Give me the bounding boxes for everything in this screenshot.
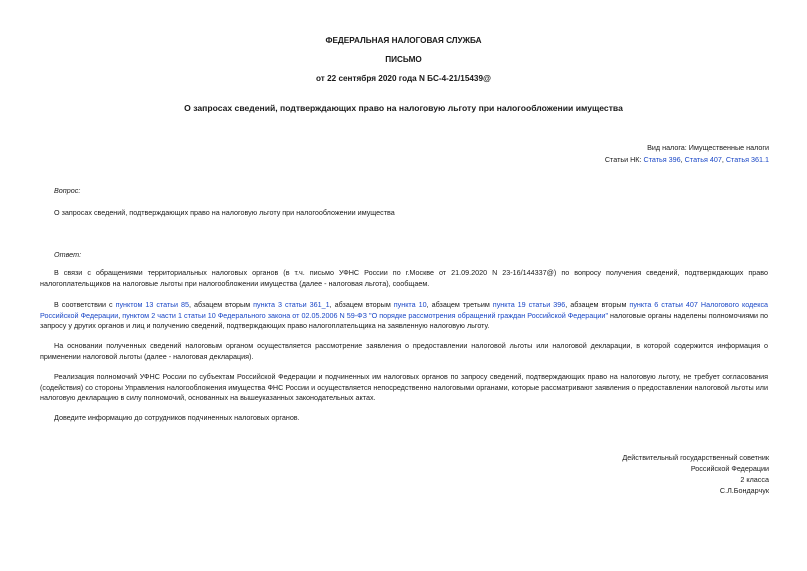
document-date-number: от 22 сентября 2020 года N БС-4-21/15439@: [315, 74, 492, 83]
link-article-361-1[interactable]: Статья 361.1: [725, 155, 769, 164]
link-nk-article-396[interactable]: пункта 19 статьи 396: [492, 300, 566, 309]
answer-paragraph-2: [40, 300, 768, 332]
paragraph-text: , абзацем вторым: [189, 300, 254, 309]
paragraph-text: В соответствии с: [54, 300, 116, 309]
paragraph-text: , абзацем вторым: [329, 300, 394, 309]
signature-title-line-1: Действительный государственный советник: [622, 453, 769, 462]
articles-prefix: Статьи НК:: [604, 155, 644, 164]
document-title: О запросах сведений, подтверждающих право на налоговую льготу при налогообложении имущества: [184, 103, 623, 113]
paragraph-text: налоговые органы наделены полномочиями по запросу у других органов и лиц и получению сведений, подтверждающих право налогоплательщика на заявленную налоговую льготу.: [40, 310, 768, 330]
question-text: О запросах сведений, подтверждающих право на налоговую льготу при налогообложении имущества: [54, 208, 395, 217]
tax-type: Вид налога: Имущественные налоги: [647, 143, 769, 152]
question-label: Вопрос:: [54, 186, 81, 195]
link-article-396[interactable]: Статья 396: [643, 155, 681, 164]
answer-paragraph-1: В связи с обращениями территориальных налоговых органов (в т.ч. письмо УФНС России по г.Москве от 21.09.2020 N 23-16/144337@) по вопросу получения сведений, подтверждающих право налогоплательщиков на налоговые льготы при налогообложении имущества (далее - налоговая льгота), сообщаем.: [40, 268, 768, 288]
document-type: ПИСЬМО: [385, 55, 422, 64]
link-federal-law-59[interactable]: пунктом 2 части 1 статьи 10 Федерального закона от 02.05.2006 N 59-ФЗ "О порядке рассмотрения обращений граждан Российской Федерации": [122, 310, 608, 320]
link-nk-article-85[interactable]: пунктом 13 статьи 85: [115, 300, 189, 309]
link-nk-point-10[interactable]: пункта 10: [393, 300, 427, 309]
signature-title-line-3: 2 класса: [740, 475, 769, 484]
articles-separator: ,: [680, 155, 685, 164]
answer-paragraph-4: Реализация полномочий УФНС России по субъектам Российской Федерации и подчиненных им налоговых органов по запросу сведений, подтверждающих право на налоговую льготу, не требует согласования (содействия) со стороны Управления налогообложения имущества ФНС России и осуществляется непосредственно налоговыми органами, которые рассматривают заявления о предоставлении налоговой льготы или налоговую декларацию в силу полномочий, основанных на вышеуказанных законодательных актах.: [40, 372, 768, 402]
tax-code-articles: [605, 155, 769, 166]
signature-title-line-2: Российской Федерации: [690, 464, 769, 473]
paragraph-text: , абзацем вторым: [565, 300, 630, 309]
answer-paragraph-3: На основании полученных сведений налоговым органом осуществляется рассмотрение заявления о предоставлении налоговой льготы или налоговой декларации, в которой содержится информация о применении налоговой льготы (далее - налоговая декларация).: [40, 341, 768, 361]
signatory-name: С.Л.Бондарчук: [719, 486, 769, 495]
link-nk-article-407[interactable]: пункта 6 статьи 407 Налогового кодекса Российской Федерации: [40, 300, 769, 320]
articles-separator: ,: [721, 155, 726, 164]
answer-paragraph-5: Доведите информацию до сотрудников подчиненных налоговых органов.: [54, 413, 300, 422]
link-article-407[interactable]: Статья 407: [684, 155, 722, 164]
agency-name: ФЕДЕРАЛЬНАЯ НАЛОГОВАЯ СЛУЖБА: [325, 36, 482, 45]
paragraph-text: , абзацем третьим: [426, 300, 493, 309]
answer-label: Ответ:: [54, 250, 82, 259]
paragraph-text: ,: [118, 310, 123, 320]
link-nk-article-361-1[interactable]: пункта 3 статьи 361_1: [253, 300, 330, 309]
